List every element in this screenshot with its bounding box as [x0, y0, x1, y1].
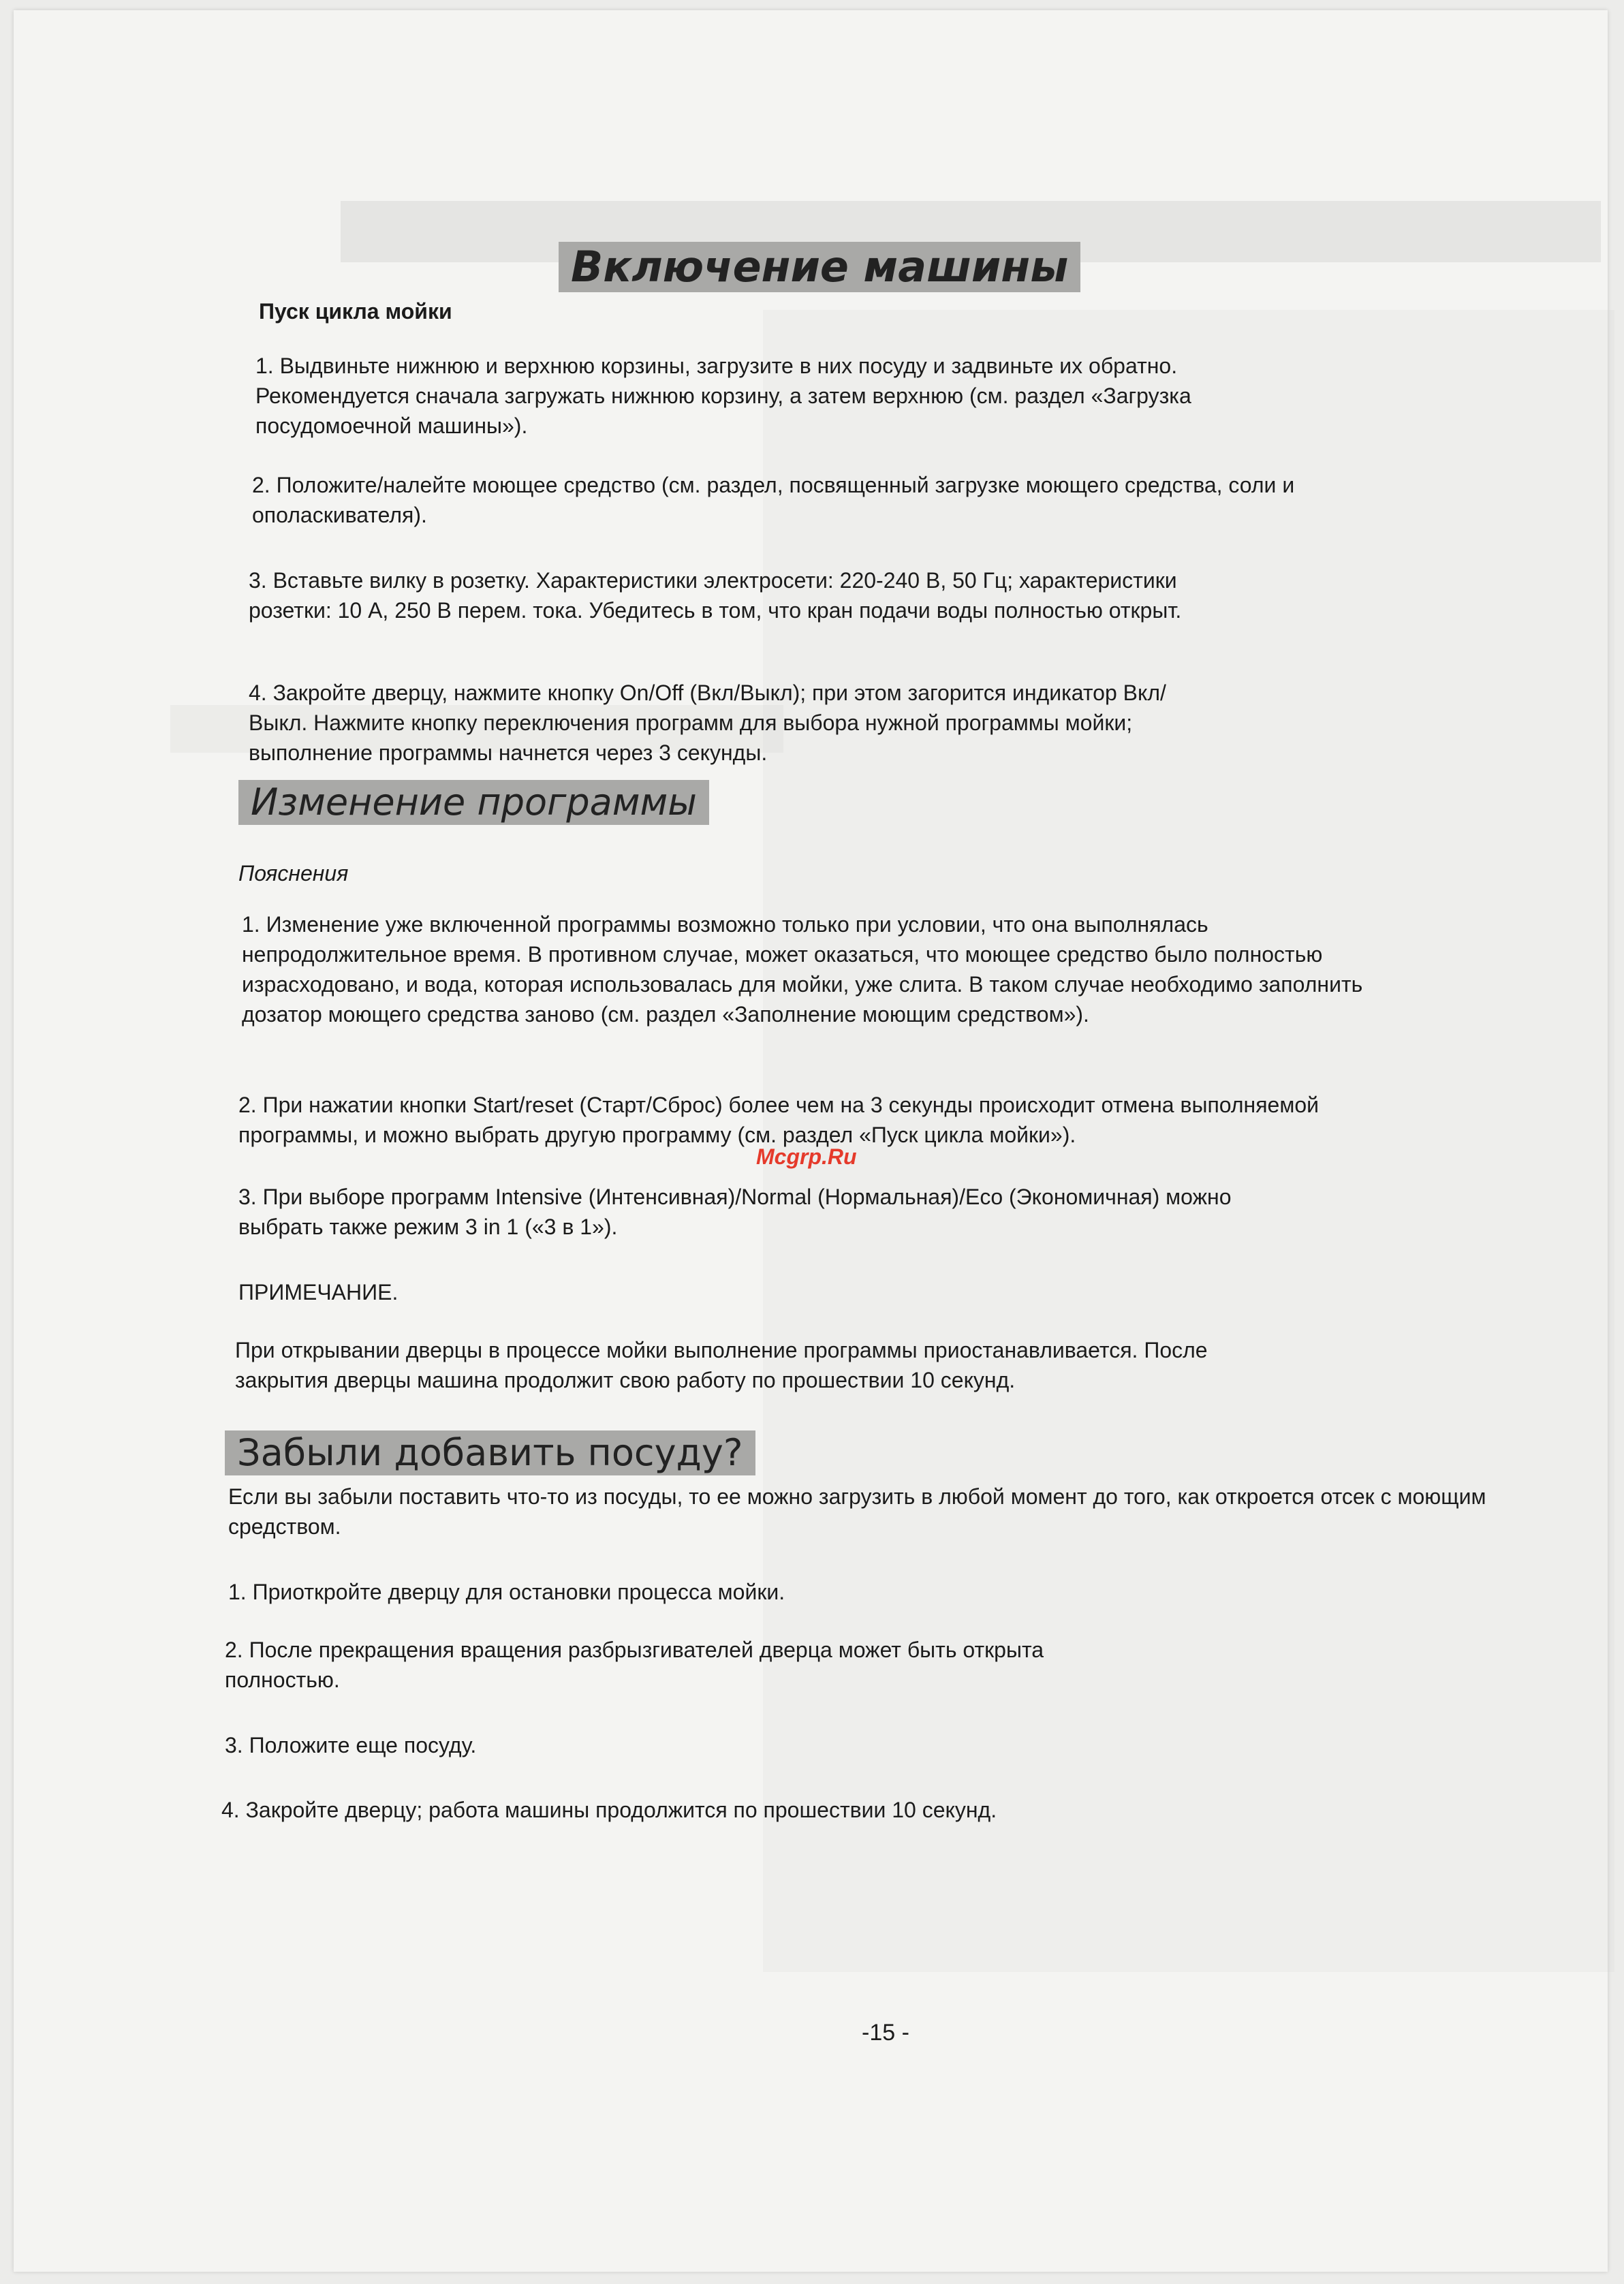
step-4-close-door: 4. Закройте дверцу, нажмите кнопку On/Off (Вкл/Выкл); при этом загорится индикатор Вкл/Выкл. Нажмите кнопку переключения программ для выбора нужной программы мойки; выполнение программы начнется через 3 секунды.	[249, 680, 1166, 766]
section-title-power-on: Включение машины	[559, 242, 1080, 292]
step-1-load-baskets: 1. Выдвиньте нижнюю и верхнюю корзины, загрузите в них посуду и задвиньте их обратно. Рекомендуется сначала загружать нижнюю корзину, а затем верхнюю (см. раздел «Загрузка посудомоечной машины»).	[255, 354, 1191, 439]
forgot-step-4: 4. Закройте дверцу; работа машины продолжится по прошествии 10 секунд.	[221, 1798, 997, 1822]
item-1-change-running-program: 1. Изменение уже включенной программы возможно только при условии, что она выполнялась непродолжительное время. В противном случае, может оказаться, что моющее средство было полностью израсходовано, и вода, которая использовалась для мойки, уже слита. В таком случае необходимо заполнить дозатор моющего средства заново (см. раздел «Заполнение моющим средством»).	[242, 912, 1363, 1027]
item-3-three-in-one: 3. При выборе программ Intensive (Интенсивная)/Normal (Нормальная)/Eco (Экономичная) можно выбрать также режим 3 in 1 («3 в 1»).	[238, 1185, 1232, 1240]
item-2-start-reset: 2. При нажатии кнопки Start/reset (Старт/Сброс) более чем на 3 секунды происходит отмена выполняемой программы, и можно выбрать другую программу (см. раздел «Пуск цикла мойки»).	[238, 1093, 1320, 1148]
forgot-step-2: 2. После прекращения вращения разбрызгивателей дверца может быть открыта полностью.	[225, 1638, 1044, 1693]
step-3-plug-in: 3. Вставьте вилку в розетку. Характеристики электросети: 220-240 В, 50 Гц; характеристики розетки: 10 А, 250 В перем. тока. Убедитесь в том, что кран подачи воды полностью открыт.	[249, 568, 1182, 623]
page-sheet	[14, 10, 1608, 2272]
note-text: При открывании дверцы в процессе мойки выполнение программы приостанавливается. После закрытия дверцы машина продолжит свою работу по прошествии 10 секунд.	[235, 1338, 1208, 1393]
section-subtitle-explanations: Пояснения	[238, 861, 349, 886]
section-title-change-program: Изменение программы	[238, 780, 709, 825]
forgot-step-3: 3. Положите еще посуду.	[225, 1733, 477, 1757]
step-2-detergent: 2. Положите/налейте моющее средство (см. раздел, посвященный загрузке моющего средства, соли и ополаскивателя).	[252, 473, 1295, 528]
section-title-forgot-dish: Забыли добавить посуду?	[225, 1430, 755, 1475]
note-label: ПРИМЕЧАНИЕ.	[238, 1280, 399, 1304]
forgot-dish-intro: Если вы забыли поставить что-то из посуды, то ее можно загрузить в любой момент до того, как откроется отсек с моющим средством.	[228, 1484, 1486, 1539]
page-number: -15 -	[862, 2020, 909, 2046]
section-subtitle-start-cycle: Пуск цикла мойки	[259, 299, 452, 324]
forgot-step-1: 1. Приоткройте дверцу для остановки процесса мойки.	[228, 1580, 785, 1604]
watermark: Mcgrp.Ru	[756, 1144, 857, 1169]
